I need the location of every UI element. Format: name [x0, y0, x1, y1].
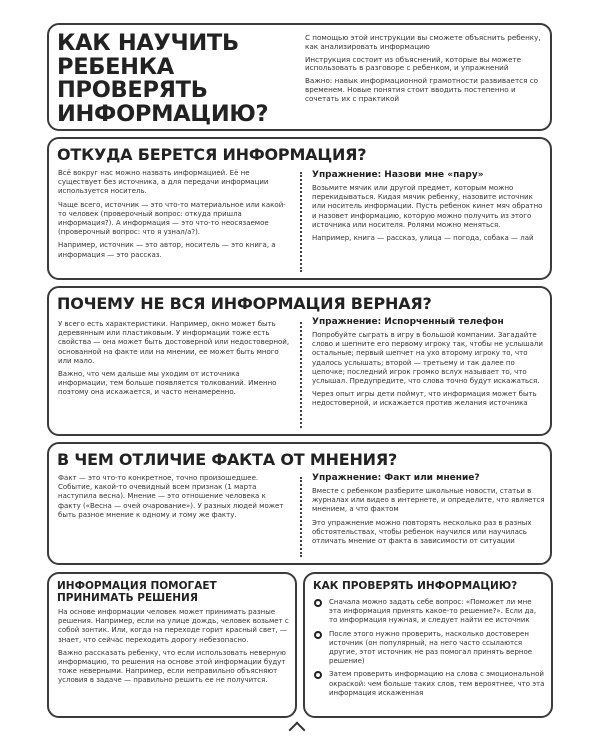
- decisions-card: [47, 572, 297, 718]
- intro-text: [305, 34, 545, 108]
- body-paragraph: Факт — это что-то конкретное, точно произошедшее. Событие, какой-то очевидный всем признак (1 марта наступила весна). Мнение — это отношение человека к факту («Весна — очей очарование»). У разных людей может быть разное мнение к одному и тому же факту.: [58, 474, 284, 519]
- body-paragraph: На основе информации человек может принимать разные решения. Например, если на улице дождь, человек возьмет с собой зонтик. Или, когда на переходе горит красный свет, — знает, что сейчас переходить дорогу небезопасно.: [58, 608, 289, 644]
- exercise-paragraph: Вместе с ребенком разберите школьные новости, статьи в журналах или видео в интернете, и определите, что является мнением, а что фактом: [312, 487, 545, 514]
- body-paragraph: Важно рассказать ребенку, что если использовать неверную информацию, то решения на основе этой информации будут тоже неверными. Например, если неправильно объясняют условия в задаче — правильно решить ее не получится.: [58, 648, 286, 685]
- body-paragraph: Важно, что чем дальше мы уходим от источника информации, тем больше появляется толкований. Именно поэтому она искажается, и часто ненамеренно.: [58, 370, 277, 397]
- body-paragraph: Всё вокруг нас можно назвать информацией. Её не существует без источника, а для передачи информации используется носитель.: [58, 169, 269, 196]
- exercise-title: Упражнение: Назови мне «пару»: [312, 170, 484, 180]
- exercise-paragraph: Возьмите мячик или другой предмет, которым можно перекидываться. Кидая мячик ребенку, назовите источник или носитель информации. Пусть ребенок кинет мяч обратно и назовет информацию, которую можно получить из этого источника или носителя. Ролями можно меняться.: [312, 184, 543, 229]
- section-heading: В ЧЕМ ОТЛИЧИЕ ФАКТА ОТ МНЕНИЯ?: [57, 450, 398, 469]
- page-title: КАК НАУЧИТЬ РЕБЕНКА ПРОВЕРЯТЬ ИНФОРМАЦИЮ?: [57, 30, 269, 127]
- body-paragraph: У всего есть характеристики. Например, окно может быть деревянным или пластиковым. У информации тоже есть свойства — она может быть достоверной или недостоверной, основанной на факте или на мнении, ее может быть много или мало.: [58, 320, 290, 365]
- header-card: [47, 23, 552, 131]
- page-marker-icon: [289, 722, 306, 739]
- exercise-paragraph: Это упражнение можно повторять несколько раз в разных обстоятельствах, чтобы ребенок научился или научилась отличать мнение от факта в зависимости от ситуации: [312, 518, 532, 546]
- exercise-paragraph: Попробуйте сыграть в игру в большой компании. Загадайте слово и шепните его первому игроку так, чтобы не услышали остальные; первый шепчет на ухо второму игроку то, что удалось услышать; второй — третьему и так далее по цепочке; последний игрок громко вслух называет то, что услышал. Предупредите, что слова точно будут искажаться.: [312, 331, 543, 386]
- exercise-title: Упражнение: Факт или мнение?: [312, 473, 480, 483]
- intro-paragraph: Инструкция состоит из объяснений, которые вы можете использовать в разговоре с ребенком, и упражнений: [305, 54, 522, 73]
- checklist-item-text: После этого нужно проверить, насколько достоверен источник (он популярный, на него часто ссылаются другие, этот источник не раз помогал принять верное решение): [329, 629, 533, 666]
- card-body: [58, 608, 290, 690]
- section-why-not-all-true: [47, 286, 552, 436]
- circle-bullet-icon: [314, 631, 322, 639]
- circle-bullet-icon: [314, 599, 322, 607]
- dotted-divider: [300, 172, 302, 272]
- exercise-block: [312, 316, 548, 413]
- dotted-divider: [300, 477, 302, 557]
- exercise-title: Упражнение: Испорченный телефон: [312, 317, 504, 327]
- section-body: [58, 169, 290, 264]
- section-heading: ПОЧЕМУ НЕ ВСЯ ИНФОРМАЦИЯ ВЕРНАЯ?: [57, 294, 432, 313]
- dotted-divider: [300, 322, 302, 428]
- checklist-card: [303, 572, 553, 718]
- section-fact-vs-opinion: [47, 442, 552, 565]
- body-paragraph: Например, источник — это автор, носитель — это книга, а информация — это рассказ.: [58, 241, 276, 259]
- exercise-paragraph: Например, книга — рассказ, улица — погода, собака — лай: [312, 234, 534, 243]
- intro-paragraph: Важно: навык информационной грамотности развивается со временем. Новые понятия стоит вводить постепенно и сочетать их с практикой: [305, 76, 539, 103]
- exercise-block: [312, 472, 548, 550]
- checklist-item: [313, 630, 545, 667]
- circle-bullet-icon: [314, 671, 322, 679]
- card-heading: ИНФОРМАЦИЯ ПОМОГАЕТ ПРИНИМАТЬ РЕШЕНИЯ: [57, 580, 217, 604]
- section-source-of-information: [47, 137, 552, 280]
- section-body: [58, 474, 290, 524]
- checklist-item-text: Затем проверить информацию на слова с эмоциональной окраской: чем больше таких слов, тем вероятнее, что эта информация искаженная: [329, 670, 545, 697]
- checklist-item-text: Сначала можно задать себе вопрос: «Поможет ли мне эта информация принять какое-то решение?». Если да, то информация нужная, и следует найти ее источник: [329, 598, 537, 625]
- checklist-item: [313, 598, 545, 626]
- section-heading: ОТКУДА БЕРЕТСЯ ИНФОРМАЦИЯ?: [57, 145, 367, 164]
- body-paragraph: Чаще всего, источник — это что-то материальное или какой-то человек (проверочный вопрос: откуда пришла информация?). А информация — это что-то неосязаемое (проверочный вопрос: что я узнал/а?).: [58, 200, 286, 237]
- exercise-block: [312, 169, 548, 247]
- section-body: [58, 320, 290, 402]
- card-heading: КАК ПРОВЕРЯТЬ ИНФОРМАЦИЮ?: [313, 580, 518, 592]
- checklist: [313, 598, 545, 702]
- exercise-paragraph: Через опыт игры дети поймут, что информация может быть недостоверной, и искажается против желания источника: [312, 390, 537, 408]
- checklist-item: [313, 670, 545, 698]
- intro-paragraph: С помощью этой инструкции вы сможете объяснить ребенку, как анализировать информацию: [305, 33, 541, 51]
